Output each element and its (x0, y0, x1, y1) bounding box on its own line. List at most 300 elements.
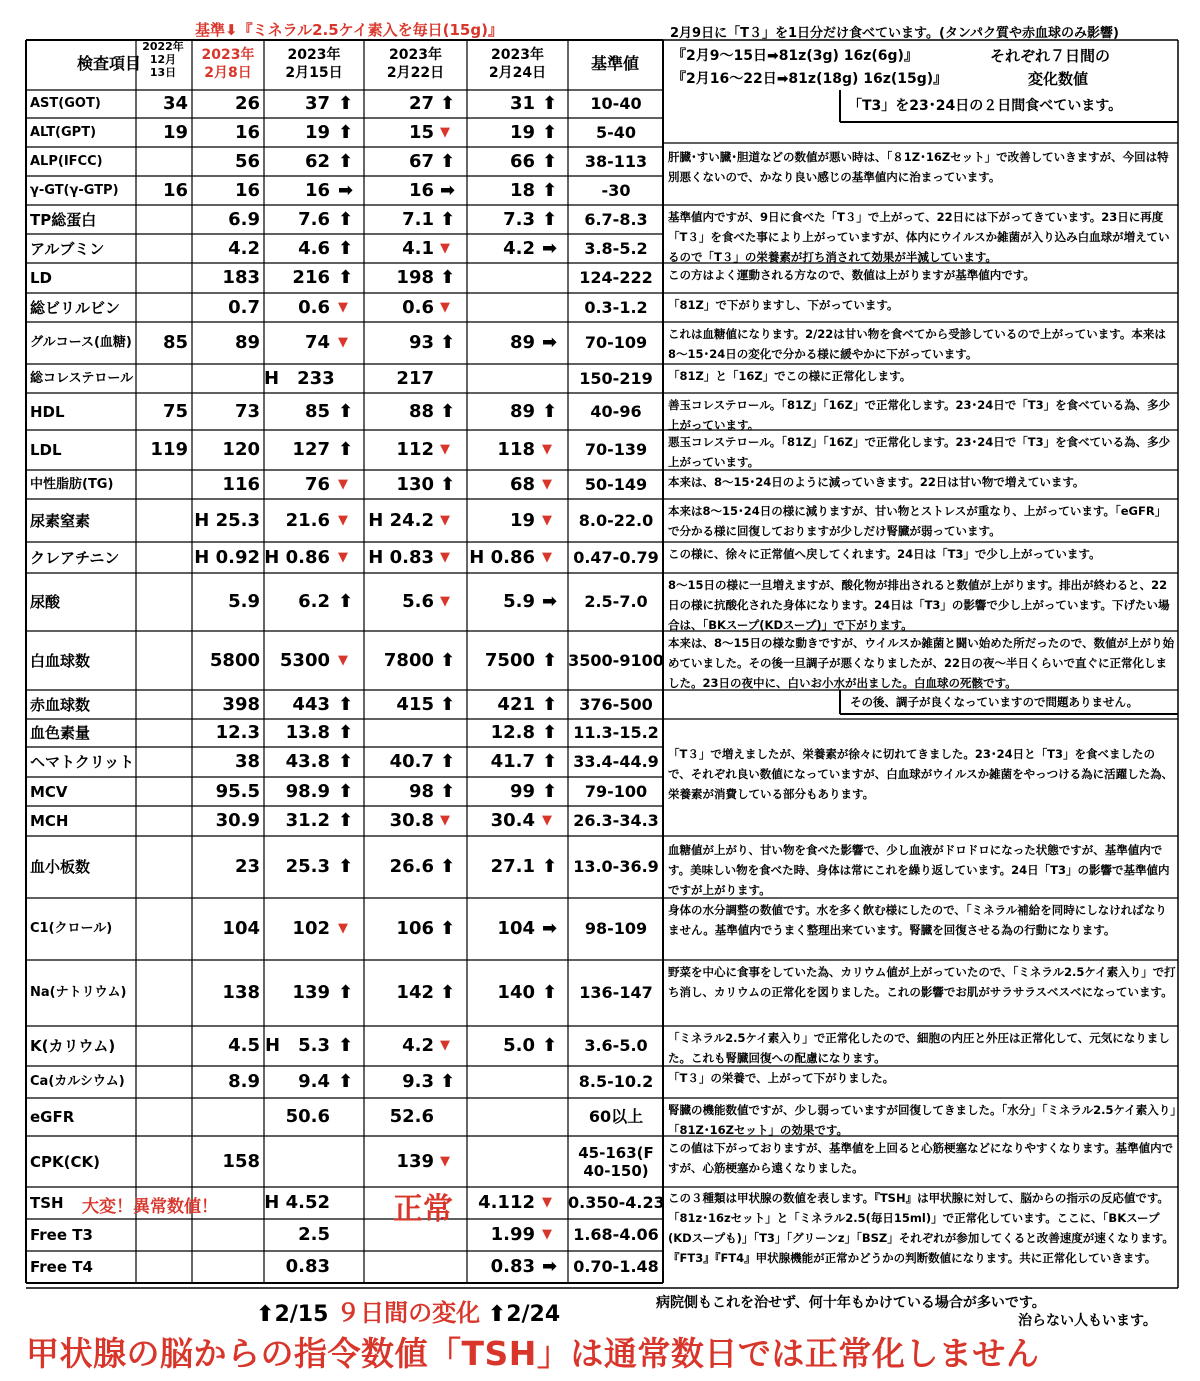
value-2023-02-15: 43.8 (285, 751, 330, 772)
reference-range: 1.68-4.06 (573, 1225, 659, 1244)
arrow-up-icon: ⬆ (440, 649, 456, 671)
arrow-up-icon: ⬆ (440, 780, 456, 802)
arrow-up-icon: ⬆ (338, 150, 354, 172)
test-item-label: K(カリウム) (30, 1037, 116, 1055)
comment-text: 「T３」の栄養で、上がって下がりました。 (668, 1071, 895, 1085)
value-2023-02-08: 30.9 (215, 810, 260, 831)
arrow-up-icon: ⬆ (338, 856, 354, 877)
value-2023-02-08: 95.5 (215, 780, 260, 802)
arrow-down-icon: ▼ (338, 921, 348, 936)
reference-range: 8.0-22.0 (578, 510, 654, 530)
reference-range: 124-222 (579, 268, 653, 287)
value-2023-02-08: 4.5 (228, 1035, 260, 1056)
arrow-up-icon: ⬆ (542, 751, 558, 772)
arrow-down-icon: ▼ (338, 335, 348, 350)
test-item-label: アルブミン (30, 239, 105, 258)
arrow-down-icon: ▼ (542, 1227, 552, 1242)
reference-range: 50-149 (584, 474, 648, 494)
value-2023-02-08: 398 (222, 693, 260, 715)
comment-text: 「ミネラル2.5ケイ素入り」で正常化したので、細胞の内圧と外圧は正常化して、元気になりました。これも腎臓回復への配慮になります。 (668, 1031, 1170, 1065)
comment-text: 身体の水分調整の数値です。水を多く飲む様にしたので、「ミネラル補給を同時にしなければなりません。基準値内でうまく整理出来ています。腎臓を回復させる為の行動になります。 (668, 903, 1167, 937)
value-2023-02-22: 7800 (383, 649, 434, 671)
arrow-right-icon: ➡ (542, 237, 558, 259)
value-2023-02-08: 26 (234, 93, 260, 114)
value-2023-02-22: 30.8 (389, 810, 434, 831)
arrow-up-icon: ⬆ (487, 1302, 507, 1327)
arrow-up-icon: ⬆ (542, 121, 558, 143)
comment-text: 「T３」で増えましたが、栄養素が徐々に切れてきました。23･24日と「T3」を食べましたので、それぞれ良い数値になっていますが、白血球がウイルスか雑菌をやっつける為に活躍した為、栄養素が消費している部分もあります。 (668, 747, 1174, 801)
value-2023-02-15: 21.6 (285, 509, 330, 531)
value-2023-02-24: 4.112 (478, 1192, 535, 1213)
reference-range: 26.3-34.3 (573, 811, 659, 830)
test-item-label: グルコース(血糖) (30, 335, 132, 350)
value-2023-02-15: 9.4 (298, 1071, 330, 1092)
value-2023-02-08: 12.3 (215, 722, 260, 743)
reference-range: 13.0-36.9 (573, 857, 659, 876)
col-date4-header: 2023年 2月22日 (386, 47, 445, 81)
test-item-label: HDL (30, 402, 65, 421)
arrow-up-icon: ⬆ (440, 208, 456, 230)
value-2023-02-24: 41.7 (490, 751, 535, 772)
test-item-label: TP総蛋白 (30, 210, 97, 229)
reference-range: 8.5-10.2 (578, 1072, 654, 1091)
arrow-down-icon: ▼ (440, 442, 450, 457)
reference-range: 70-109 (584, 333, 648, 352)
value-2023-02-24: H 0.86 (469, 546, 535, 568)
test-item-label: Na(ナトリウム) (30, 985, 127, 1000)
value-2023-02-15: 31.2 (285, 810, 330, 831)
arrow-down-icon: ▼ (440, 594, 450, 609)
arrow-up-icon: ⬆ (338, 693, 354, 715)
comment-text: 善玉コレステロール。「81Z」「16Z」で正常化します。23･24日で「T3」を食べている為、多少上がっています。 (668, 398, 1171, 432)
comment-text: 「81Z」と「16Z」でこの様に正常化します。 (668, 369, 912, 383)
reference-range: 0.47-0.79 (573, 547, 659, 567)
value-2023-02-24: 99 (509, 780, 535, 802)
value-2023-02-15: 25.3 (285, 856, 330, 877)
arrow-up-icon: ⬆ (542, 400, 558, 422)
value-2023-02-15: 0.6 (298, 296, 330, 318)
arrow-up-icon: ⬆ (338, 93, 354, 114)
reference-range: 3.6-5.0 (584, 1036, 648, 1055)
arrow-up-icon: ⬆ (440, 751, 456, 772)
test-item-label: 総ビリルビン (30, 298, 121, 317)
value-2023-02-15: 443 (292, 693, 330, 715)
value-2023-02-24: 68 (509, 473, 535, 495)
value-2023-02-15: 139 (292, 982, 330, 1003)
value-2023-02-24: 118 (497, 439, 535, 460)
value-2023-02-15: 62 (304, 150, 330, 172)
value-2023-02-15: 50.6 (285, 1106, 330, 1127)
value-2023-02-22: 67 (408, 150, 434, 172)
value-2023-02-15: 7.6 (298, 208, 330, 230)
value-2023-02-15: H 5.3 (265, 1035, 330, 1056)
value-2023-02-08: 158 (222, 1150, 260, 1172)
comment-text: 肝臓･すい臓･胆道などの数値が悪い時は、「８1Z･16Zセット」で改善していきますが、今回は特別悪くないので、かなり良い感じの基準値内に治まっています。 (668, 150, 1169, 184)
test-item-label: LD (30, 269, 53, 287)
value-2023-02-24: 5.9 (503, 591, 535, 612)
hospital-note-2: 治らない人もいます。 (1018, 1313, 1157, 1329)
value-2023-02-22: 139 (396, 1150, 434, 1172)
comment-text: この方はよく運動される方なので、数値は上がりますが基準値内です。 (668, 268, 1035, 282)
arrow-up-icon: ⬆ (338, 982, 354, 1003)
reference-range: 2.5-7.0 (584, 592, 648, 611)
arrow-up-icon: ⬆ (440, 93, 456, 114)
value-2023-02-22: 15 (408, 121, 434, 143)
col-item-header: 検査項目 (76, 54, 141, 73)
test-item-label: TSH (30, 1194, 64, 1212)
value-2023-02-22: 27 (408, 93, 434, 114)
arrow-down-icon: ▼ (542, 1195, 552, 1210)
test-item-label: 赤血球数 (30, 695, 91, 714)
value-2023-02-24: 140 (497, 982, 535, 1003)
arrow-up-icon: ⬆ (256, 1302, 275, 1327)
value-2023-02-08: H 25.3 (194, 509, 260, 531)
reference-range: 0.350-4.23 (568, 1193, 665, 1212)
period1-note: 『2月9〜15日➡︎81z(3g) 16z(6g)』 (672, 48, 918, 64)
arrow-up-icon: ⬆ (542, 1035, 558, 1056)
comment-text: この値は下がっておりますが、基準値を上回ると心筋梗塞などになりやすくなります。基準値内ですが、心筋梗塞から遠くなりました。 (668, 1141, 1174, 1175)
value-2023-02-22: H 24.2 (368, 509, 434, 531)
date-2-24: 2/24 (506, 1302, 561, 1327)
value-2023-02-24: 18 (509, 179, 535, 201)
reference-range: 10-40 (590, 94, 642, 113)
value-2023-02-22: 415 (396, 693, 434, 715)
value-2023-02-22: 4.2 (402, 1035, 434, 1056)
arrow-up-icon: ⬆ (338, 751, 354, 772)
arrow-up-icon: ⬆ (338, 121, 354, 143)
arrow-down-icon: ▼ (338, 652, 348, 668)
col-date3-header: 2023年 2月15日 (285, 47, 343, 81)
arrow-up-icon: ⬆ (440, 267, 456, 288)
reference-range: 70-139 (584, 440, 648, 459)
test-item-label: Ca(カルシウム) (30, 1074, 125, 1089)
reference-range: 0.3-1.2 (584, 297, 648, 317)
arrow-down-icon: ▼ (542, 813, 552, 828)
arrow-up-icon: ⬆ (338, 439, 354, 460)
test-item-label: 白血球数 (30, 651, 91, 670)
value-2023-02-24: 104 (497, 918, 535, 939)
value-2023-02-22: 98 (408, 780, 434, 802)
value-2023-02-22: 26.6 (389, 856, 434, 877)
value-2023-02-08: 0.7 (228, 296, 260, 318)
arrow-down-icon: ▼ (542, 549, 552, 565)
arrow-up-icon: ⬆ (338, 267, 354, 288)
arrow-up-icon: ⬆ (440, 1071, 456, 1092)
value-2023-02-15: H 4.52 (264, 1192, 330, 1213)
comment-text: 「81Z」で下がりますし、下がっています。 (668, 298, 899, 312)
value-2023-02-22: 16 (408, 179, 434, 201)
arrow-down-icon: ▼ (440, 1038, 450, 1053)
reference-range: -30 (601, 180, 631, 200)
value-2023-02-08: 6.9 (228, 208, 260, 230)
value-2023-02-15: 74 (304, 332, 330, 353)
reference-range: 150-219 (579, 368, 653, 388)
arrow-down-icon: ▼ (440, 124, 450, 140)
comment-text: 血糖値が上がり、甘い物を食べた影響で、少し血液がドロドロになった状態ですが、基準値内です。美味しい物を食べた時、身体は常にこれを繰り返しています。24日「T3」の影響で基準値内ですが上がります。 (668, 843, 1170, 897)
arrow-up-icon: ⬆ (542, 649, 558, 671)
arrow-down-icon: ▼ (440, 512, 450, 528)
value-2023-02-15: 19 (304, 121, 330, 143)
seven-days-label: それぞれ７日間の (990, 47, 1111, 65)
comment-text: 悪玉コレステロール。「81Z」「16Z」で正常化します。23･24日で「T3」を食べている為、多少上がっています。 (668, 435, 1171, 469)
value-2023-02-08: 104 (222, 918, 260, 939)
value-2023-02-08: 38 (234, 751, 260, 772)
value-2023-02-15: 37 (304, 93, 330, 114)
value-2023-02-24: 0.83 (490, 1256, 535, 1277)
value-2023-02-24: 89 (509, 400, 535, 422)
value-2023-02-22: H 0.83 (368, 546, 434, 568)
arrow-up-icon: ⬆ (338, 1035, 354, 1056)
arrow-up-icon: ⬆ (338, 400, 354, 422)
col-date2-header: 2023年 2月8日 (201, 47, 255, 81)
arrow-down-icon: ▼ (338, 476, 348, 492)
value-2023-02-15: 0.83 (285, 1256, 330, 1277)
change-values-label: 変化数値 (1028, 70, 1089, 88)
test-item-label: AST(GOT) (30, 96, 101, 111)
nine-day-change: ９日間の変化 (336, 1299, 481, 1327)
date-2-15: 2/15 (274, 1302, 329, 1327)
value-2023-02-22: 198 (396, 267, 434, 288)
value-2023-02-08: 89 (234, 332, 260, 353)
arrow-up-icon: ⬆ (542, 722, 558, 743)
arrow-up-icon: ⬆ (338, 591, 354, 612)
value-2023-02-08: 56 (234, 150, 260, 172)
headline: 甲状腺の脳からの指令数値「TSH」は通常数日では正常化しません (26, 1334, 1040, 1373)
arrow-right-icon: ➡ (440, 179, 456, 201)
value-2023-02-08: 116 (222, 473, 260, 495)
arrow-down-icon: ▼ (338, 299, 348, 315)
arrow-down-icon: ▼ (440, 1153, 450, 1169)
arrow-up-icon: ⬆ (542, 856, 558, 877)
value-2023-02-22: 93 (408, 332, 434, 353)
arrow-up-icon: ⬆ (440, 982, 456, 1003)
value-2023-02-24: 7.3 (503, 208, 535, 230)
reference-range: 3500-9100 (568, 650, 664, 670)
value-2023-02-15: 2.5 (298, 1224, 330, 1245)
test-item-label: 血小板数 (30, 858, 91, 876)
arrow-right-icon: ➡ (542, 1256, 558, 1277)
t3-two-days-note: 「T3」を23･24日の２日間食べています。 (848, 98, 1123, 114)
value-2023-02-24: 4.2 (503, 237, 535, 259)
test-item-label: 総コレステロール (30, 370, 134, 386)
value-2023-02-08: H 0.92 (194, 546, 260, 568)
arrow-right-icon: ➡ (338, 179, 354, 201)
t3-note: 2月9日に「T３」を1日分だけ食べています。(タンパク質や赤血球のみ影響) (670, 26, 1119, 41)
arrow-down-icon: ▼ (542, 476, 552, 492)
arrow-up-icon: ⬆ (542, 93, 558, 114)
value-2022-12-13: 119 (150, 439, 188, 460)
value-2023-02-22: 130 (396, 473, 434, 495)
arrow-down-icon: ▼ (542, 442, 552, 457)
arrow-down-icon: ▼ (440, 240, 450, 256)
standard-note: 基準⬇︎『ミネラル2.5ケイ素入を毎日(15g)』 (195, 21, 503, 39)
value-2023-02-24: 66 (509, 150, 535, 172)
arrow-up-icon: ⬆ (542, 150, 558, 172)
comment-text: 基準値内ですが、9日に食べた「T３」で上がって、22日には下がってきています。23日に再度「T３」を食べた事により上がっていますが、体内にウイルスか雑菌が入り込み白血球が増えているので「T３」の栄養素が打ち消されて効果が半減しています。 (668, 210, 1170, 264)
reference-range: 38-113 (584, 151, 648, 171)
test-item-label: ALP(IFCC) (30, 153, 103, 169)
tsh-alert: 大変！異常数値！ (82, 1197, 218, 1217)
value-2023-02-24: 27.1 (490, 856, 535, 877)
value-2023-02-15: 5300 (279, 649, 330, 671)
test-item-label: 中性脂肪(TG) (30, 476, 114, 492)
reference-range: 3.8-5.2 (584, 238, 648, 258)
arrow-down-icon: ▼ (440, 549, 450, 565)
arrow-down-icon: ▼ (338, 512, 348, 528)
value-2023-02-08: 5.9 (228, 591, 260, 612)
reference-range: 45-163(F 40-150) (578, 1143, 654, 1180)
value-2023-02-22: 52.6 (389, 1106, 434, 1127)
arrow-up-icon: ⬆ (542, 208, 558, 230)
comment-text: この様に、徐々に正常値へ戻してくれます。24日は「T3」で少し上がっています。 (668, 547, 1101, 561)
reference-range: 33.4-44.9 (573, 752, 659, 771)
test-item-label: Free T4 (30, 1258, 93, 1276)
arrow-up-icon: ⬆ (338, 1071, 354, 1092)
arrow-down-icon: ▼ (440, 299, 450, 315)
arrow-up-icon: ⬆ (542, 982, 558, 1003)
value-2023-02-15: 102 (292, 918, 330, 939)
value-2023-02-22: 142 (396, 982, 434, 1003)
arrow-up-icon: ⬆ (440, 856, 456, 877)
value-2023-02-24: 1.99 (490, 1224, 535, 1245)
value-2023-02-24: 19 (509, 509, 535, 531)
comment-text: 野菜を中心に食事をしていた為、カリウム値が上がっていたので、「ミネラル2.5ケイ素入り」で打ち消し、カリウムの正常化を図りました。これの影響でお肌がサラサラスベスベになっています。 (668, 965, 1176, 999)
value-2022-12-13: 19 (162, 121, 188, 143)
value-2023-02-08: 5800 (209, 649, 260, 671)
arrow-right-icon: ➡ (542, 332, 558, 353)
value-2023-02-24: 30.4 (490, 810, 535, 831)
value-2023-02-08: 183 (222, 267, 260, 288)
comment-text: この３種類は甲状腺の数値を表します。『TSH』は甲状腺に対して、脳からの指示の反応値です。「81z･16zセット」と「ミネラル2.5(毎日15ml)」で正常化しています。ここに、「BKスープ(KDスープも)」「T3」「グリーンz」「BSZ」それぞれが参加してくると改善速度が速くなります。『FT3』『FT4』甲状腺機能が正常かどうかの判断数値になります。共に正常化していきます。 (668, 1191, 1174, 1265)
arrow-down-icon: ▼ (338, 549, 348, 565)
period2-note: 『2月16〜22日➡︎81z(18g) 16z(15g)』 (672, 71, 948, 87)
test-item-label: 血色素量 (30, 724, 91, 742)
value-2023-02-24: 19 (509, 121, 535, 143)
bottom-change-line (256, 1293, 560, 1328)
arrow-down-icon: ▼ (542, 512, 552, 528)
value-2023-02-15: 13.8 (285, 722, 330, 743)
value-2023-02-22: 217 (396, 367, 434, 389)
value-2023-02-15: 85 (304, 400, 330, 422)
value-2023-02-15: 127 (292, 439, 330, 460)
value-2023-02-22: 40.7 (389, 751, 434, 772)
value-2022-12-13: 85 (162, 332, 188, 353)
value-2023-02-08: 8.9 (228, 1071, 260, 1092)
reference-range: 60以上 (588, 1107, 644, 1126)
test-item-label: 尿酸 (30, 593, 61, 611)
value-2023-02-22: 88 (408, 400, 434, 422)
value-2023-02-22: 0.6 (402, 296, 434, 318)
test-item-label: MCV (30, 782, 68, 801)
arrow-up-icon: ⬆ (440, 400, 456, 422)
value-2023-02-15: 16 (304, 179, 330, 201)
arrow-down-icon: ▼ (440, 813, 450, 828)
arrow-up-icon: ⬆ (542, 780, 558, 802)
value-2023-02-08: 23 (234, 856, 260, 877)
value-2023-02-24: 7500 (484, 649, 535, 671)
value-2023-02-08: 73 (234, 400, 260, 422)
value-2023-02-15: 216 (292, 267, 330, 288)
value-2022-12-13: 75 (162, 400, 188, 422)
comment-text: 本来は8〜15･24日の様に減りますが、甘い物とストレスが重なり、上がっています。「eGFR」で分かる様に回復しておりますが少しだけ腎臓が弱っています。 (668, 504, 1167, 538)
value-2023-02-22: 4.1 (402, 237, 434, 259)
arrow-right-icon: ➡ (542, 591, 558, 612)
col-ref-header: 基準値 (590, 54, 639, 73)
reference-range: 5-40 (595, 122, 637, 142)
test-item-label: ALT(GPT) (30, 124, 97, 140)
reference-range: 6.7-8.3 (584, 209, 648, 229)
reference-range: 79-100 (584, 781, 648, 801)
value-2023-02-24: 31 (509, 93, 535, 114)
arrow-up-icon: ⬆ (440, 332, 456, 353)
arrow-up-icon: ⬆ (440, 918, 456, 939)
value-2023-02-22: 9.3 (402, 1071, 434, 1092)
value-2023-02-22: 106 (396, 918, 434, 939)
reference-range: 11.3-15.2 (573, 723, 659, 742)
test-item-label: LDL (30, 441, 62, 459)
reference-range: 376-500 (579, 694, 653, 714)
value-2023-02-08: 16 (234, 121, 260, 143)
test-item-label: MCH (30, 812, 69, 830)
reference-range: 40-96 (590, 401, 642, 421)
value-2023-02-08: 16 (234, 179, 260, 201)
value-2023-02-08: 120 (222, 439, 260, 460)
value-2022-12-13: 34 (162, 93, 188, 114)
arrow-up-icon: ⬆ (338, 722, 354, 743)
reference-range: 0.70-1.48 (573, 1257, 659, 1276)
test-item-label: 尿素窒素 (30, 511, 91, 530)
arrow-right-icon: ➡ (542, 918, 558, 939)
arrow-up-icon: ⬆ (440, 150, 456, 172)
arrow-up-icon: ⬆ (440, 693, 456, 715)
comment-text: 8〜15日の様に一旦増えますが、酸化物が排出されると数値が上がります。排出が終わると、22日の様に抗酸化された身体になります。24日は「T3」の影響で少し上がっています。下げたい場合は、「BKスープ(KDスープ)」で下がります。 (668, 578, 1170, 632)
arrow-up-icon: ⬆ (542, 179, 558, 201)
test-item-label: クレアチニン (30, 548, 120, 567)
value-2023-02-24: 12.8 (490, 722, 535, 743)
comment-text: これは血糖値になります。2/22は甘い物を食べてから受診しているので上がっています。本来は8〜15･24日の変化で分かる様に緩やかに下がっています。 (668, 327, 1166, 361)
value-2023-02-24: 5.0 (503, 1035, 535, 1056)
arrow-up-icon: ⬆ (338, 810, 354, 831)
value-2023-02-24: 89 (509, 332, 535, 353)
test-item-label: Free T3 (30, 1226, 93, 1244)
normal-label: 正常 (393, 1192, 453, 1227)
test-item-label: C1(クロール) (30, 921, 113, 936)
col-date5-header: 2023年 2月24日 (488, 47, 547, 81)
value-2023-02-15: H 0.86 (264, 546, 330, 568)
arrow-up-icon: ⬆ (440, 473, 456, 495)
comment-text: 本来は、8〜15･24日のように減っていきます。22日は甘い物で増えています。 (668, 475, 1085, 489)
reference-range: 136-147 (579, 983, 653, 1002)
value-2022-12-13: 16 (162, 179, 188, 201)
value-2023-02-15: 76 (304, 473, 330, 495)
hospital-note: 病院側もこれを治せず、何十年もかけている場合が多いです。 (656, 1295, 1046, 1311)
test-item-label: γ-GT(γ-GTP) (30, 182, 119, 198)
value-2023-02-15: 4.6 (298, 237, 330, 259)
reference-range: 98-109 (584, 919, 648, 938)
comment-text: その後、調子が良くなっていますので問題ありません。 (850, 695, 1139, 709)
arrow-up-icon: ⬆ (338, 780, 354, 802)
value-2023-02-08: 4.2 (228, 237, 260, 259)
value-2023-02-22: 5.6 (402, 591, 434, 612)
value-2023-02-15: 6.2 (298, 591, 330, 612)
value-2023-02-22: 7.1 (402, 208, 434, 230)
test-item-label: eGFR (30, 1108, 75, 1126)
test-item-label: ヘマトクリット (30, 753, 135, 771)
test-item-label: CPK(CK) (30, 1152, 100, 1171)
value-2023-02-22: 112 (396, 439, 434, 460)
comment-text: 本来は、8〜15日の様な動きですが、ウイルスか雑菌と闘い始めた所だったので、数値が上がり始めていました。その後一旦調子が悪くなりましたが、22日の夜〜半日くらいで直ぐに正常化しました。23日の夜中に、白いお小水が出ました。白血球の死骸です。 (668, 636, 1175, 690)
col-date1-header: 2022年 12月 13日 (142, 40, 184, 79)
